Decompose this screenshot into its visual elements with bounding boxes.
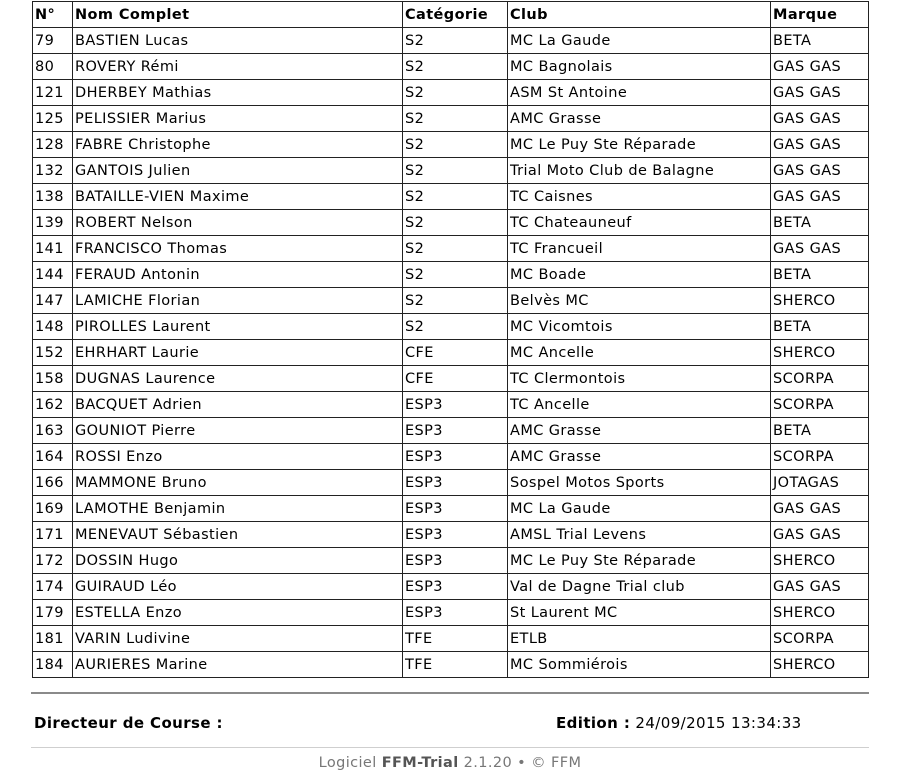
cell-category: S2 [403,288,508,314]
cell-category: S2 [403,262,508,288]
cell-brand: GAS GAS [771,54,869,80]
cell-full-name: BATAILLE-VIEN Maxime [73,184,403,210]
cell-full-name: FRANCISCO Thomas [73,236,403,262]
cell-club: TC Chateauneuf [508,210,771,236]
cell-category: S2 [403,314,508,340]
header-club: Club [508,2,771,28]
cell-full-name: PELISSIER Marius [73,106,403,132]
cell-category: S2 [403,210,508,236]
cell-number: 147 [33,288,73,314]
table-row [33,496,869,522]
cell-full-name: AURIERES Marine [73,652,403,678]
cell-brand: SCORPA [771,626,869,652]
cell-club: St Laurent MC [508,600,771,626]
cell-number: 141 [33,236,73,262]
cell-club: Sospel Motos Sports [508,470,771,496]
table-row [33,236,869,262]
cell-category: S2 [403,80,508,106]
cell-brand: GAS GAS [771,132,869,158]
cell-number: 163 [33,418,73,444]
cell-club: MC Vicomtois [508,314,771,340]
cell-number: 181 [33,626,73,652]
footer-divider [31,692,869,694]
table-row [33,28,869,54]
cell-brand: BETA [771,210,869,236]
cell-number: 162 [33,392,73,418]
cell-category: ESP3 [403,444,508,470]
table-header [33,2,869,28]
cell-brand: BETA [771,314,869,340]
cell-number: 132 [33,158,73,184]
edition-value: 24/09/2015 13:34:33 [635,714,802,732]
cell-club: Trial Moto Club de Balagne [508,158,771,184]
header-row [33,2,869,28]
cell-number: 128 [33,132,73,158]
cell-number: 125 [33,106,73,132]
director-label: Directeur de Course : [34,714,223,732]
cell-brand: BETA [771,418,869,444]
table-row [33,600,869,626]
table-row [33,54,869,80]
cell-club: MC Ancelle [508,340,771,366]
cell-number: 152 [33,340,73,366]
cell-brand: GAS GAS [771,106,869,132]
cell-category: TFE [403,652,508,678]
table-row [33,106,869,132]
cell-club: AMSL Trial Levens [508,522,771,548]
cell-full-name: FABRE Christophe [73,132,403,158]
credits-prefix: Logiciel [318,755,377,771]
table-row [33,522,869,548]
cell-full-name: GANTOIS Julien [73,158,403,184]
cell-club: ASM St Antoine [508,80,771,106]
cell-brand: GAS GAS [771,80,869,106]
cell-brand: GAS GAS [771,184,869,210]
cell-full-name: FERAUD Antonin [73,262,403,288]
header-category: Catégorie [403,2,508,28]
cell-brand: SHERCO [771,652,869,678]
cell-number: 148 [33,314,73,340]
cell-full-name: BACQUET Adrien [73,392,403,418]
cell-brand: SHERCO [771,340,869,366]
cell-brand: GAS GAS [771,236,869,262]
cell-brand: GAS GAS [771,522,869,548]
cell-brand: BETA [771,262,869,288]
cell-club: ETLB [508,626,771,652]
cell-full-name: BASTIEN Lucas [73,28,403,54]
table-row [33,574,869,600]
cell-number: 169 [33,496,73,522]
cell-category: ESP3 [403,496,508,522]
cell-club: TC Ancelle [508,392,771,418]
table-row [33,262,869,288]
cell-category: S2 [403,54,508,80]
cell-club: TC Clermontois [508,366,771,392]
cell-club: MC La Gaude [508,496,771,522]
cell-club: MC La Gaude [508,28,771,54]
cell-full-name: MAMMONE Bruno [73,470,403,496]
cell-club: Val de Dagne Trial club [508,574,771,600]
cell-number: 166 [33,470,73,496]
credits-product: FFM-Trial [381,755,459,771]
cell-number: 164 [33,444,73,470]
cell-full-name: LAMOTHE Benjamin [73,496,403,522]
header-brand: Marque [771,2,869,28]
table-row [33,184,869,210]
cell-full-name: VARIN Ludivine [73,626,403,652]
cell-full-name: PIROLLES Laurent [73,314,403,340]
cell-club: MC Bagnolais [508,54,771,80]
cell-club: AMC Grasse [508,418,771,444]
cell-club: MC Sommiérois [508,652,771,678]
cell-category: S2 [403,184,508,210]
cell-brand: GAS GAS [771,158,869,184]
edition-info [556,714,802,732]
table-row [33,548,869,574]
cell-full-name: DHERBEY Mathias [73,80,403,106]
cell-category: ESP3 [403,600,508,626]
table-row [33,80,869,106]
table-row [33,314,869,340]
cell-brand: SHERCO [771,288,869,314]
cell-full-name: DOSSIN Hugo [73,548,403,574]
cell-club: TC Caisnes [508,184,771,210]
cell-brand: BETA [771,28,869,54]
table-row [33,366,869,392]
header-full-name: Nom Complet [73,2,403,28]
cell-club: MC Le Puy Ste Réparade [508,548,771,574]
cell-full-name: DUGNAS Laurence [73,366,403,392]
cell-category: CFE [403,340,508,366]
cell-category: ESP3 [403,392,508,418]
cell-number: 144 [33,262,73,288]
edition-label: Edition : [556,714,631,732]
cell-club: Belvès MC [508,288,771,314]
entries-table [32,1,869,678]
cell-full-name: ROBERT Nelson [73,210,403,236]
cell-number: 139 [33,210,73,236]
cell-full-name: ROVERY Rémi [73,54,403,80]
cell-full-name: GUIRAUD Léo [73,574,403,600]
cell-brand: SCORPA [771,392,869,418]
cell-club: TC Francueil [508,236,771,262]
table-row [33,288,869,314]
cell-number: 184 [33,652,73,678]
cell-number: 172 [33,548,73,574]
cell-full-name: ROSSI Enzo [73,444,403,470]
cell-number: 171 [33,522,73,548]
cell-club: MC Boade [508,262,771,288]
credits-suffix: 2.1.20 • © FFM [463,755,582,771]
cell-category: ESP3 [403,548,508,574]
table-row [33,470,869,496]
credits-divider [31,747,869,748]
table-row [33,132,869,158]
cell-number: 121 [33,80,73,106]
table-row [33,626,869,652]
cell-full-name: GOUNIOT Pierre [73,418,403,444]
cell-category: ESP3 [403,470,508,496]
cell-category: ESP3 [403,574,508,600]
table-row [33,418,869,444]
cell-full-name: ESTELLA Enzo [73,600,403,626]
cell-club: MC Le Puy Ste Réparade [508,132,771,158]
cell-brand: SHERCO [771,600,869,626]
table-row [33,210,869,236]
cell-number: 158 [33,366,73,392]
cell-category: ESP3 [403,418,508,444]
cell-category: S2 [403,132,508,158]
table-row [33,158,869,184]
cell-category: CFE [403,366,508,392]
cell-category: ESP3 [403,522,508,548]
cell-number: 80 [33,54,73,80]
table-row [33,652,869,678]
cell-number: 138 [33,184,73,210]
cell-number: 79 [33,28,73,54]
software-credits [0,755,900,771]
cell-category: S2 [403,28,508,54]
cell-number: 179 [33,600,73,626]
table-body [33,28,869,678]
cell-full-name: MENEVAUT Sébastien [73,522,403,548]
cell-brand: SCORPA [771,366,869,392]
cell-brand: GAS GAS [771,574,869,600]
cell-brand: SHERCO [771,548,869,574]
cell-category: S2 [403,158,508,184]
cell-brand: SCORPA [771,444,869,470]
cell-brand: GAS GAS [771,496,869,522]
cell-club: AMC Grasse [508,106,771,132]
cell-full-name: EHRHART Laurie [73,340,403,366]
table-row [33,444,869,470]
table-row [33,340,869,366]
cell-category: S2 [403,106,508,132]
cell-number: 174 [33,574,73,600]
header-number: N° [33,2,73,28]
cell-club: AMC Grasse [508,444,771,470]
cell-full-name: LAMICHE Florian [73,288,403,314]
table-row [33,392,869,418]
cell-category: TFE [403,626,508,652]
cell-category: S2 [403,236,508,262]
cell-brand: JOTAGAS [771,470,869,496]
